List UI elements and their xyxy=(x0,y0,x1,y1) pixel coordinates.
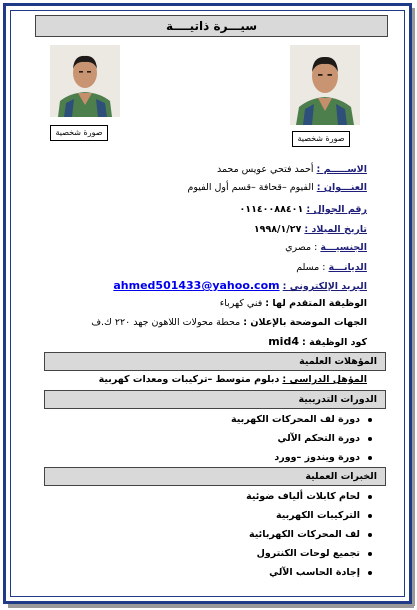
ad-value: محطة محولات اللاهون جهد ٢٢٠ ك.ف xyxy=(91,317,241,328)
info-religion xyxy=(296,262,367,273)
address-value: الفيوم –قحافة –قسم أول الفيوم xyxy=(187,182,314,193)
nationality-value: : مصري xyxy=(285,242,318,253)
info-birth xyxy=(254,224,367,235)
section-experience: الخبرات العملية xyxy=(44,467,386,486)
photo-caption-left: صورة شخصية xyxy=(50,125,108,141)
info-email xyxy=(113,279,367,292)
mobile-label: رقم الجوال : xyxy=(306,204,367,215)
mobile-value: ٠١١٤٠٠٨٨٤٠١ xyxy=(239,204,304,215)
bullet-icon xyxy=(368,514,372,518)
info-code xyxy=(268,335,367,348)
bullet-icon xyxy=(368,552,372,556)
info-ad xyxy=(91,317,367,328)
info-address xyxy=(187,182,367,193)
name-value: أحمد فتحي عويس محمد xyxy=(216,164,314,175)
profile-photo-right xyxy=(290,45,360,125)
birth-value: ١٩٩٨/١/٢٧ xyxy=(253,224,302,235)
page-shadow-bottom xyxy=(8,604,414,608)
profile-photo-left xyxy=(50,45,120,117)
experience-item: التركيبات الكهربية xyxy=(276,510,372,521)
bullet-icon xyxy=(368,495,372,499)
bullet-icon xyxy=(368,418,372,422)
email-link[interactable]: ahmed501433@yahoo.com xyxy=(113,279,280,292)
bullet-icon xyxy=(368,437,372,441)
course-item: دورة ويندوز –وورد xyxy=(274,452,372,463)
info-nationality xyxy=(285,242,367,253)
bullet-icon xyxy=(368,571,372,575)
qualification-label: المؤهل الدراسي : xyxy=(282,374,367,385)
course-item: دورة التحكم الآلي xyxy=(277,433,372,444)
ad-label: الجهات الموضحة بالإعلان : xyxy=(243,317,367,328)
religion-value: : مسلم xyxy=(296,262,326,273)
info-job xyxy=(220,298,367,309)
photo-caption-right: صورة شخصية xyxy=(292,131,350,147)
code-value: mid4 xyxy=(268,335,299,348)
course-item: دورة لف المحركات الكهربية xyxy=(231,414,372,425)
section-qualifications: المؤهلات العلمية xyxy=(44,352,386,371)
religion-label: الديانـــة xyxy=(328,262,367,273)
job-label: الوظيفة المتقدم لها : xyxy=(265,298,367,309)
experience-item: لحام كابلات ألياف ضوئية xyxy=(246,491,372,502)
experience-item: إجادة الحاسب الآلي xyxy=(269,567,372,578)
cv-title: سيـــرة ذاتيــــة xyxy=(35,15,388,37)
address-label: العنـــوان : xyxy=(316,182,367,193)
bullet-icon xyxy=(368,533,372,537)
name-label: الاســـــم : xyxy=(316,164,367,175)
info-mobile xyxy=(239,204,367,215)
info-name xyxy=(217,164,367,175)
experience-item: تجميع لوحات الكنترول xyxy=(257,548,372,559)
code-label: كود الوظيفة : xyxy=(302,337,367,348)
experience-item: لف المحركات الكهربائية xyxy=(249,529,372,540)
qualification-value: دبلوم متوسط –تركيبات ومعدات كهربية xyxy=(98,374,280,385)
email-label: البريد الإلكتروني : xyxy=(282,281,367,292)
section-courses: الدورات التدريبية xyxy=(44,390,386,409)
bullet-icon xyxy=(368,456,372,460)
job-value: فني كهرباء xyxy=(219,298,263,309)
birth-label: تاريخ الميلاد : xyxy=(304,224,367,235)
nationality-label: الجنسيـــة xyxy=(320,242,367,253)
qualification-line xyxy=(99,374,367,385)
